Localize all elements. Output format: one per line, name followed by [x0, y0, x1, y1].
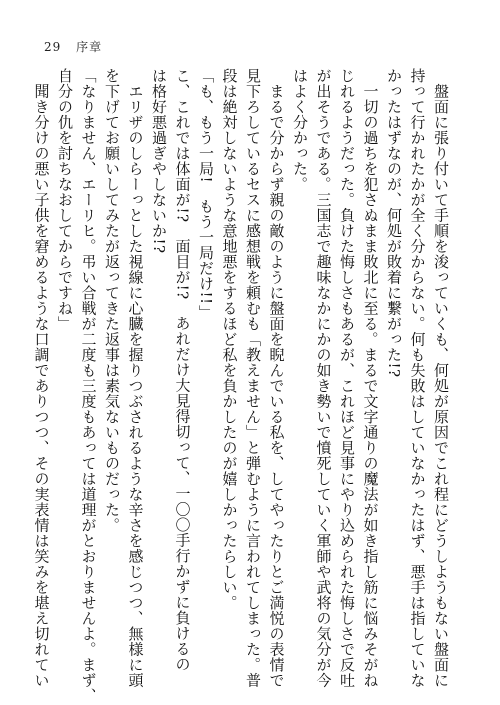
text-line: を下げてお願いしてみたが返ってきた返事は素気ないものだった。 — [103, 68, 121, 533]
chapter-title: 序章 — [76, 40, 103, 54]
text-line: 見下ろしているセスに感想戦を頼むも「教えません」と弾むように言われてしまった。普 — [244, 68, 262, 688]
running-header — [44, 38, 102, 55]
text-line: じれるようだった。負けた悔しさもあるが、これほど見事にやり込められた悔しさで反吐 — [338, 68, 356, 688]
text-line: は格好悪過ぎやしないか!? — [150, 68, 168, 254]
page-number: 29 — [44, 40, 62, 54]
text-line: かったはずなのが、何処が敗着に繋がった!? — [385, 68, 403, 378]
text-line: 聞き分けの悪い子供を窘めるような口調でありつつ、その実表情は笑みを堪え切れてい — [32, 68, 51, 688]
text-line: 持って行かれたかが全く分からない。何も失敗はしていなかったはず、悪手は指していな — [408, 68, 427, 688]
text-line: 盤面に張り付いて手順を浚っていくも、何処が原因でこれ程にどうしようもない盤面に — [432, 68, 450, 688]
text-line: 自分の仇を討ちなおしてからですね」 — [56, 68, 74, 332]
text-line: 「なりません、エーリヒ。弔い合戦が二度も三度もあっては道理がとおりませんよ。まず、 — [79, 68, 98, 704]
text-line: 段は絶対しないような意地悪をするほど私を負かしたのが嬉しかったらしい。 — [220, 68, 239, 611]
text-line: はよく分かった。 — [291, 68, 309, 192]
vertical-text-body — [29, 68, 452, 704]
text-line: 「も、もう一局! もう一局だけ!!」 — [197, 68, 215, 321]
text-line: 一切の過ちを犯さぬまま敗北に至る。まるで文字通りの魔法が如き指し筋に悩みそがね — [361, 68, 380, 688]
text-line: まるで分からず親の敵のように盤面を睨んでいる私を、してやったりとご満悦の表情で — [267, 68, 286, 688]
text-line: エリザのしらーっとした視線に心臓を握りつぶされるような辛さを感じつつ、無様に頭 — [126, 68, 145, 688]
text-line: が出そうである。三国志で趣味なかにかの如き勢いで憤死していく軍師や武将の気分が今 — [314, 68, 333, 688]
text-line: こ、これでは体面が!? 面目が!? あれだけ大見得切って、一〇〇手行かずに負けるの — [173, 68, 192, 672]
